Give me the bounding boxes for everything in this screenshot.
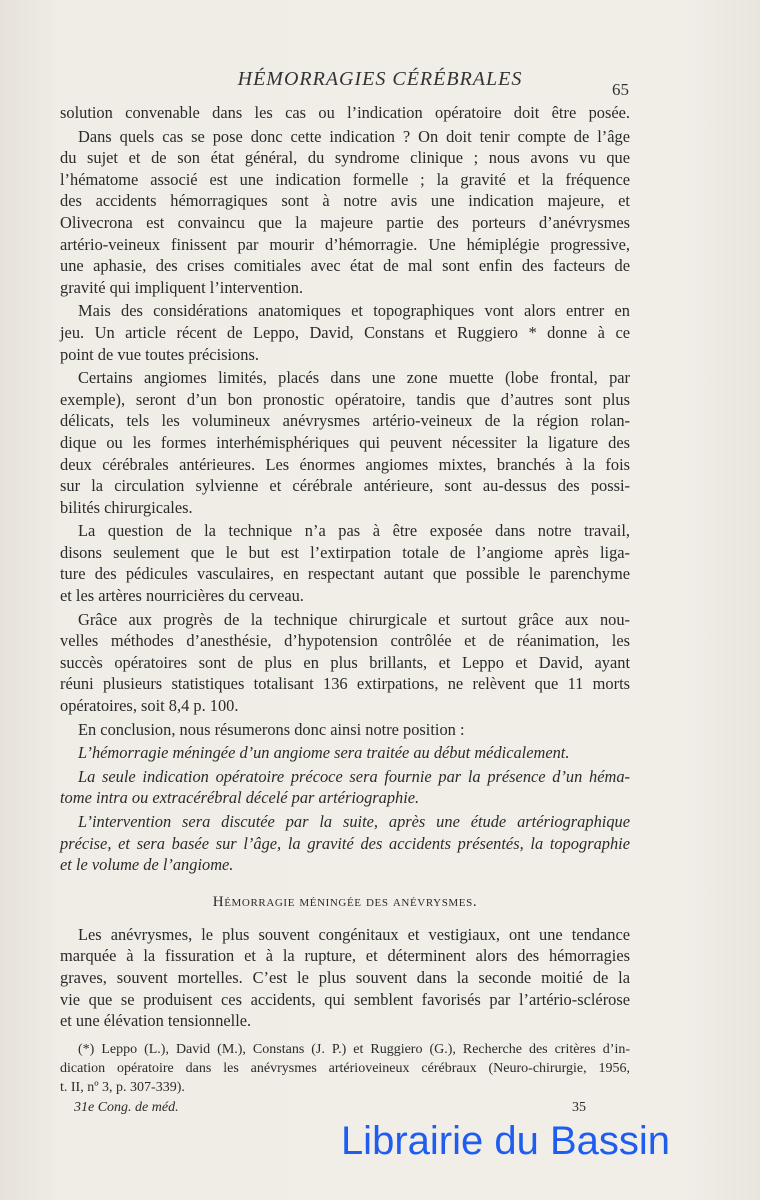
text-line: Dans quels cas se pose donc cette indication ? On doit tenir compte de l’âge [78, 126, 630, 146]
text-line: exemple), seront d’un bon pronostic opératoire, tandis que d’autres sont plus [60, 389, 630, 409]
text-line: Olivecrona est convaincu que la majeure partie des porteurs d’anévrysmes [60, 212, 630, 232]
text-line: réuni plusieurs statistiques totalisant 136 extirpations, ne relèvent que 11 morts [60, 674, 630, 694]
text-line: Les anévrysmes, le plus souvent congénitaux et vestigiaux, ont une tendance [78, 924, 630, 944]
text-line: marquée à la fissuration et à la rupture, et déterminent alors des hémorragies [60, 946, 630, 966]
text-line: et le volume de l’angiome. [60, 855, 234, 875]
text-line: ture des pédicules vasculaires, en respectant autant que possible le parenchyme [60, 564, 630, 584]
section-heading: Hémorragie méningée des anévrysmes. [212, 893, 478, 910]
text-line: La seule indication opératoire précoce sera fournie par la présence d’un héma- [78, 766, 630, 786]
sheet-number: 35 [572, 1099, 586, 1115]
text-line: point de vue toutes précisions. [60, 344, 259, 364]
paragraph [60, 924, 630, 1032]
text-line: L’hémorragie méningée d’un angiome sera traitée au début médicalement. [78, 743, 570, 763]
text-line: des accidents hémorragiques sont à notre avis une indication majeure, et [60, 191, 630, 211]
text-line: dique ou les formes interhémisphériques qui peuvent nécessiter la ligature des [60, 432, 630, 452]
text-line: succès opératoires sont de plus en plus brillants, et Leppo et David, ayant [60, 652, 630, 672]
section-angiomes [60, 102, 630, 740]
page-number: 65 [612, 80, 629, 99]
paragraph [60, 766, 630, 809]
watermark: Librairie du Bassin [340, 1118, 670, 1163]
text-line: et une élévation tensionnelle. [60, 1011, 252, 1031]
page-body [60, 102, 670, 1163]
text-line: une aphasie, des crises comitiales avec état de mal sont enfin des facteurs de [60, 256, 630, 276]
section-anevrysmes [60, 924, 630, 1032]
text-line: artério-veineux finissent par mourir d’hémorragie. Une hémiplégie progressive, [60, 234, 630, 254]
text-line: et les artères nourricières du cerveau. [60, 586, 304, 606]
text-line: du sujet et de son état général, du syndrome clinique ; nous avons vu que [60, 148, 630, 168]
text-line: délicats, tels les volumineux anévrysmes artério-veineux de la région rolan- [60, 411, 630, 431]
conclusion-block [60, 742, 630, 876]
text-line: l’hématome associé est une indication formelle ; la gravité et la fréquence [60, 169, 630, 189]
text-line: disons seulement que le but est l’extirpation totale de l’angiome après liga- [60, 542, 630, 562]
paragraph [60, 300, 630, 365]
paragraph [60, 742, 630, 764]
signature-row [60, 1097, 630, 1119]
text-line: vie que se produisent ces accidents, qui semblent favorisés par l’artério-sclérose [60, 989, 630, 1009]
text-line: Mais des considérations anatomiques et topographiques vont alors entrer en [78, 301, 630, 321]
paragraph [60, 811, 630, 876]
text-line: L’intervention sera discutée par la suite, après une étude artériographique [78, 812, 630, 831]
paragraph [60, 609, 630, 717]
paragraph [60, 102, 630, 124]
footnote-line: (*) Leppo (L.), David (M.), Constans (J. P.) et Ruggiero (G.), Recherche des critères d’in- [78, 1041, 630, 1057]
paragraph [60, 126, 630, 299]
text-line: solution convenable dans les cas ou l’indication opératoire doit être posée. [60, 103, 630, 122]
footnote [60, 1040, 630, 1097]
running-title: HÉMORRAGIES CÉRÉBRALES [237, 68, 523, 90]
signature-mark: 31e Cong. de méd. [74, 1099, 179, 1115]
text-line: bilités chirurgicales. [60, 497, 193, 517]
text-line: sur la circulation sylvienne et cérébrale antérieure, sont au-dessus des possi- [60, 476, 630, 496]
paragraph [60, 520, 630, 606]
text-line: velles méthodes d’anesthésie, d’hypotension contrôlée et de réanimation, les [60, 631, 630, 651]
text-line: En conclusion, nous résumerons donc ainsi notre position : [78, 719, 465, 739]
text-line: précise, et sera basée sur l’âge, la gravité des accidents présentés, la topographie [60, 833, 630, 853]
text-line: Grâce aux progrès de la technique chirurgicale et surtout grâce aux nou- [78, 609, 630, 629]
paragraph [60, 367, 630, 518]
footnote-line: t. II, nº 3, p. 307-339). [60, 1079, 185, 1095]
text-line: La question de la technique n’a pas à être exposée dans notre travail, [78, 521, 630, 541]
text-line: tome intra ou extracérébral décelé par artériographie. [60, 788, 420, 808]
text-line: graves, souvent mortelles. C’est le plus souvent dans la seconde moitié de la [60, 967, 630, 987]
footnote-line: dication opératoire dans les anévrysmes artérioveineux cérébraux (Neuro-chirurgie, 1956, [60, 1060, 630, 1076]
text-line: jeu. Un article récent de Leppo, David, Constans et Ruggiero * donne à ce [60, 322, 630, 342]
text-line: gravité qui impliquent l’intervention. [60, 277, 304, 297]
text-line: deux cérébrales antérieures. Les énormes angiomes mixtes, branchés à la fois [60, 454, 630, 474]
paragraph [60, 719, 630, 741]
text-line: opératoires, soit 8,4 p. 100. [60, 696, 239, 716]
text-line: Certains angiomes limités, placés dans une zone muette (lobe frontal, par [78, 368, 630, 388]
